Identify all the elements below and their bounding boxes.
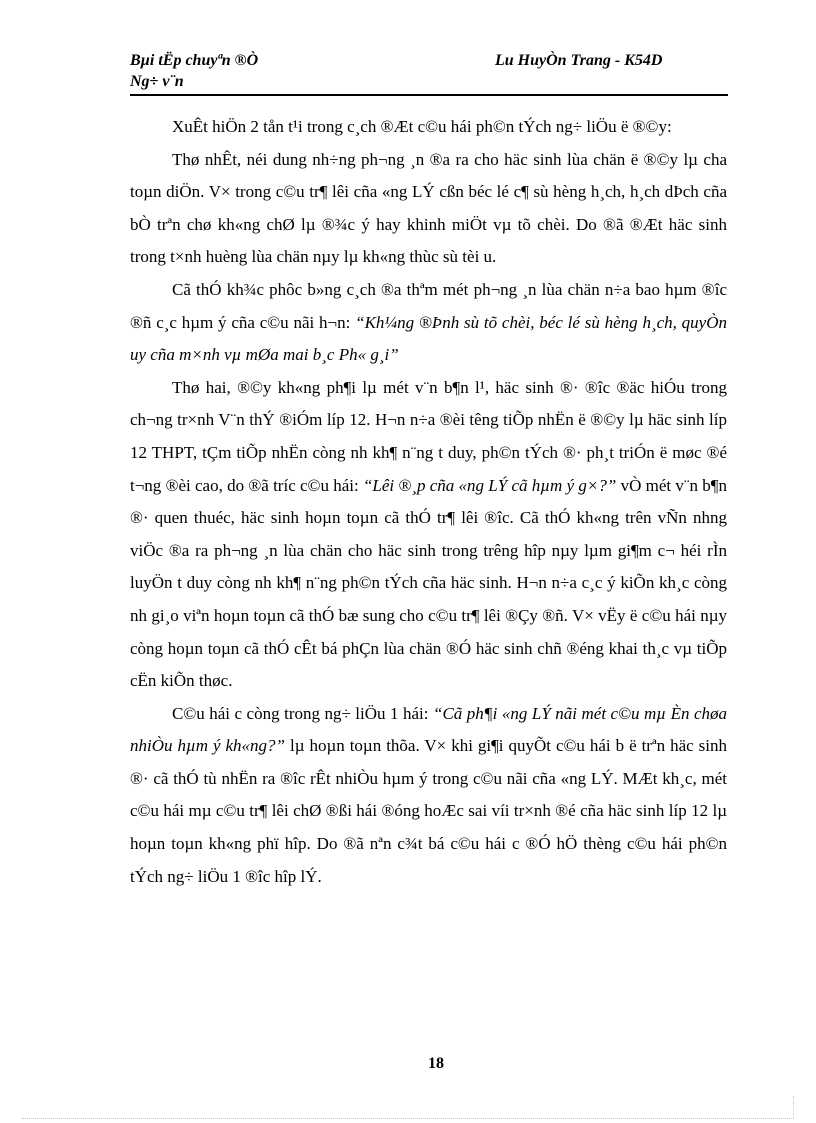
header-left-line1: Bµi tËp chuyªn ®Ò — [130, 52, 259, 69]
paragraph-2: Thø nhÊt, néi dung nh÷ng ph¬ng ¸n ®a ra cho häc sinh lùa chän ë ®©y lµ cha toµn diÖn. V× trong c©u tr¶ lêi cña «ng LÝ cßn béc lé c¶ sù hèng h¸ch, h¸ch dÞch cña bÒ trªn chø kh«ng chØ lµ ®¾c ý hay khinh miÖt vµ tõ chèi. Do ®ã ®Æt häc sinh trong t×nh huèng lùa chän nµy lµ kh«ng thùc sù tèi u. — [130, 149, 727, 267]
paragraph-5-quote: “Cã ph¶i «ng LÝ nãi mét c©u mµ Èn chøa nhiÒu hµm ý kh«ng?” — [130, 703, 727, 756]
header-divider — [130, 94, 728, 96]
paragraph-5-tail: lµ hoµn toµn thõa. V× khi gi¶i quyÕt c©u hái b ë trªn häc sinh ®· cã thÓ tù nhËn ra ®îc rÊt nhiÒu hµm ý trong c©u nãi cña «ng LÝ. MÆt kh¸c, mét c©u hái mµ c©u tr¶ lêi chØ ®ßi hái ®óng hoÆc sai víi tr×nh ®é cña häc sinh líp 12 lµ hoµn toµn kh«ng phï hîp. Do ®ã nªn c¾t bá c©u hái c ®Ó hÖ thèng c©u hái ph©n tÝch ng÷ liÖu 1 ®îc hîp lÝ. — [130, 736, 728, 886]
paragraph-4 — [130, 372, 727, 698]
paragraph-3 — [130, 274, 727, 372]
page-number: 18 — [428, 1055, 444, 1072]
body-text — [130, 111, 727, 893]
paragraph-5-text: C©u hái c còng trong ng÷ liÖu 1 hái: — [172, 703, 433, 723]
header-left-line2: Ng÷ v¨n — [130, 73, 184, 90]
paragraph-4-text: Thø hai, ®©y kh«ng ph¶i lµ mét v¨n b¶n l¹, häc sinh ®· ®îc ®äc hiÓu trong ch¬ng tr×nh V¨n thÝ ®iÓm líp 12. H¬n n÷a ®èi têng tiÕp nhËn ë ®©y lµ häc sinh líp 12 THPT, tÇm tiÕp nhËn còng nh kh¶ n¨ng t duy, ph©n tÝch ®· ph¸t triÓn ë møc ®é t¬ng ®èi cao, do ®ã tríc c©u hái: — [130, 377, 727, 495]
paragraph-5 — [130, 698, 727, 894]
paragraph-4-quote: “Lêi ®¸p cña «ng LÝ cã hµm ý g×?” — [362, 475, 617, 495]
footer-border — [22, 1118, 794, 1119]
paragraph-3-quote: “Kh¼ng ®Þnh sù tõ chèi, béc lé sù hèng h¸ch, quyÒn uy cña m×nh vµ mØa mai b¸c Ph« g¸i” — [130, 312, 728, 365]
footer-corner-border — [793, 1096, 794, 1118]
header-right: Lu HuyÒn Trang - K54D — [495, 52, 663, 69]
paragraph-3-text: Cã thÓ kh¾c phôc b»ng c¸ch ®a thªm mét ph¬ng ¸n lùa chän n÷a bao hµm ®îc ®ñ c¸c hµm ý cña c©u nãi h¬n: — [130, 279, 727, 332]
paragraph-1: XuÊt hiÖn 2 tån t¹i trong c¸ch ®Æt c©u hái ph©n tÝch ng÷ liÖu ë ®©y: — [172, 117, 672, 136]
header-left — [130, 50, 258, 92]
paragraph-4-tail: vÒ mét v¨n b¶n ®· quen thuéc, häc sinh hoµn toµn cã thÓ tr¶ lêi ®îc. Cã thÓ kh«ng trên vÑn nhng viÖc ®a ra ph¬ng ¸n lùa chän cho häc sinh trong trêng hîp nµy lµm gi¶m c¬ héi rÌn luyÖn t duy còng nh kh¶ n¨ng ph©n tÝch cña häc sinh. H¬n n÷a c¸c ý kiÕn kh¸c còng nh gi¸o viªn hoµn toµn cã thÓ bæ sung cho c©u tr¶ lêi ®Çy ®ñ. V× vËy ë c©u hái nµy còng hoµn toµn cã thÓ cÊt bá phÇn lùa chän ®Ó häc sinh chñ ®éng khai th¸c vµ tiÕp cËn kiÕn thøc. — [130, 475, 727, 691]
